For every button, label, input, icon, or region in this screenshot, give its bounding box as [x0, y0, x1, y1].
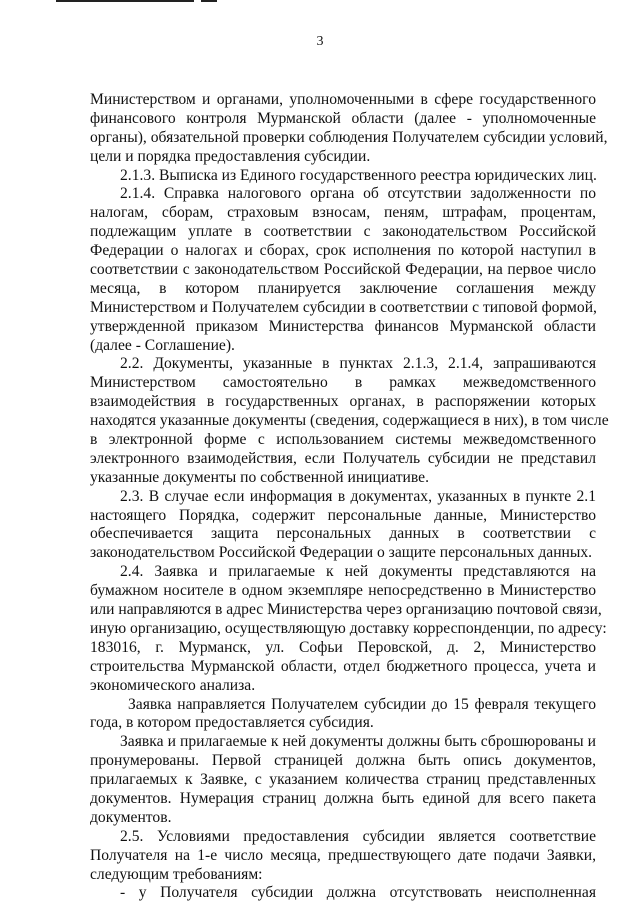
text-line: документов.: [90, 808, 172, 826]
text-line: 2.1.3. Выписка из Единого государственного реестра юридических лиц.: [120, 166, 597, 184]
text-line: находятся указанные документы (сведения, содержащиеся в них), в том числе: [90, 412, 609, 430]
text-line: указанные документы по собственной инициативе.: [90, 468, 429, 486]
document-body: [90, 91, 609, 903]
text-line: строительства Мурманской области, отдел бюджетного процесса, учета и: [90, 657, 596, 675]
text-line: экономического анализа.: [90, 676, 256, 694]
text-line: подлежащим уплате в соответствии с законодательством Российской: [90, 223, 596, 241]
page-number: 3: [316, 34, 324, 49]
top-rule-left: [56, 0, 194, 2]
text-line: (далее - Соглашение).: [90, 336, 235, 354]
top-rule-right: [201, 0, 217, 2]
text-line: пронумерованы. Первой страницей должна быть опись документов,: [90, 752, 596, 770]
text-line: соответствии с законодательством Российской Федерации, на первое число: [90, 261, 596, 279]
text-line: Федерации о налогах и сборах, срок исполнения по которой наступил в: [90, 242, 596, 260]
text-line: обеспечивается защита персональных данных в соответствии с: [90, 525, 596, 543]
text-line: года, в котором предоставляется субсидия.: [90, 714, 374, 732]
text-line: взаимодействия в государственных органах, в распоряжении которых: [90, 393, 596, 411]
text-line: утвержденной приказом Министерства финансов Мурманской области: [90, 317, 596, 335]
text-line: в электронной форме с использованием системы межведомственного: [90, 431, 596, 449]
text-line: налогам, сборам, страховым взносам, пеням, штрафам, процентам,: [90, 204, 596, 222]
text-line: Заявка направляется Получателем субсидии до 15 февраля текущего: [128, 695, 596, 713]
text-line: прилагаемых к Заявке, с указанием количества страниц представленных: [90, 771, 596, 789]
text-line: настоящего Порядка, содержит персональные данные, Министерство: [90, 506, 596, 524]
text-line: финансового контроля Мурманской области (далее - уполномоченные: [90, 109, 596, 127]
text-line: Министерством и органами, уполномоченными в сфере государственного: [90, 91, 596, 108]
text-line: электронного взаимодействия, если Получатель субсидии не представил: [90, 449, 596, 467]
text-line: месяца, в котором планируется заключение соглашения между: [90, 279, 596, 297]
text-line: законодательством Российской Федерации о защите персональных данных.: [90, 544, 593, 562]
text-line: документов. Нумерация страниц должна быть единой для всего пакета: [90, 789, 596, 807]
text-line: Министерством самостоятельно в рамках межведомственного: [90, 374, 596, 392]
text-line: Министерством и Получателем субсидии в соответствии с типовой формой,: [90, 298, 597, 316]
text-line: 2.3. В случае если информация в документах, указанных в пункте 2.1: [120, 487, 596, 505]
text-line: 2.2. Документы, указанные в пунктах 2.1.3, 2.1.4, запрашиваются: [120, 355, 596, 373]
text-line: - у Получателя субсидии должна отсутствовать неисполненная: [120, 884, 596, 902]
text-line: иную организацию, осуществляющую доставку корреспонденции, по адресу:: [90, 619, 607, 637]
text-line: цели и порядка предоставления субсидии.: [90, 147, 371, 165]
text-line: бумажном носителе в одном экземпляре непосредственно в Министерство: [90, 582, 596, 600]
text-line: следующим требованиям:: [90, 865, 263, 883]
text-line: Получателя на 1-е число месяца, предшествующего дате подачи Заявки,: [90, 846, 596, 864]
text-line: Заявка и прилагаемые к ней документы должны быть сброшюрованы и: [120, 733, 596, 751]
text-line: органы), обязательной проверки соблюдения Получателем субсидии условий,: [90, 128, 608, 146]
text-line: 183016, г. Мурманск, ул. Софьи Перовской, д. 2, Министерство: [90, 638, 596, 656]
text-line: 2.4. Заявка и прилагаемые к ней документы представляются на: [120, 563, 596, 581]
text-line: или направляются в адрес Министерства через организацию почтовой связи,: [90, 601, 602, 619]
text-line: 2.5. Условиями предоставления субсидии является соответствие: [120, 827, 596, 845]
text-line: 2.1.4. Справка налогового органа об отсутствии задолженности по: [120, 185, 596, 203]
